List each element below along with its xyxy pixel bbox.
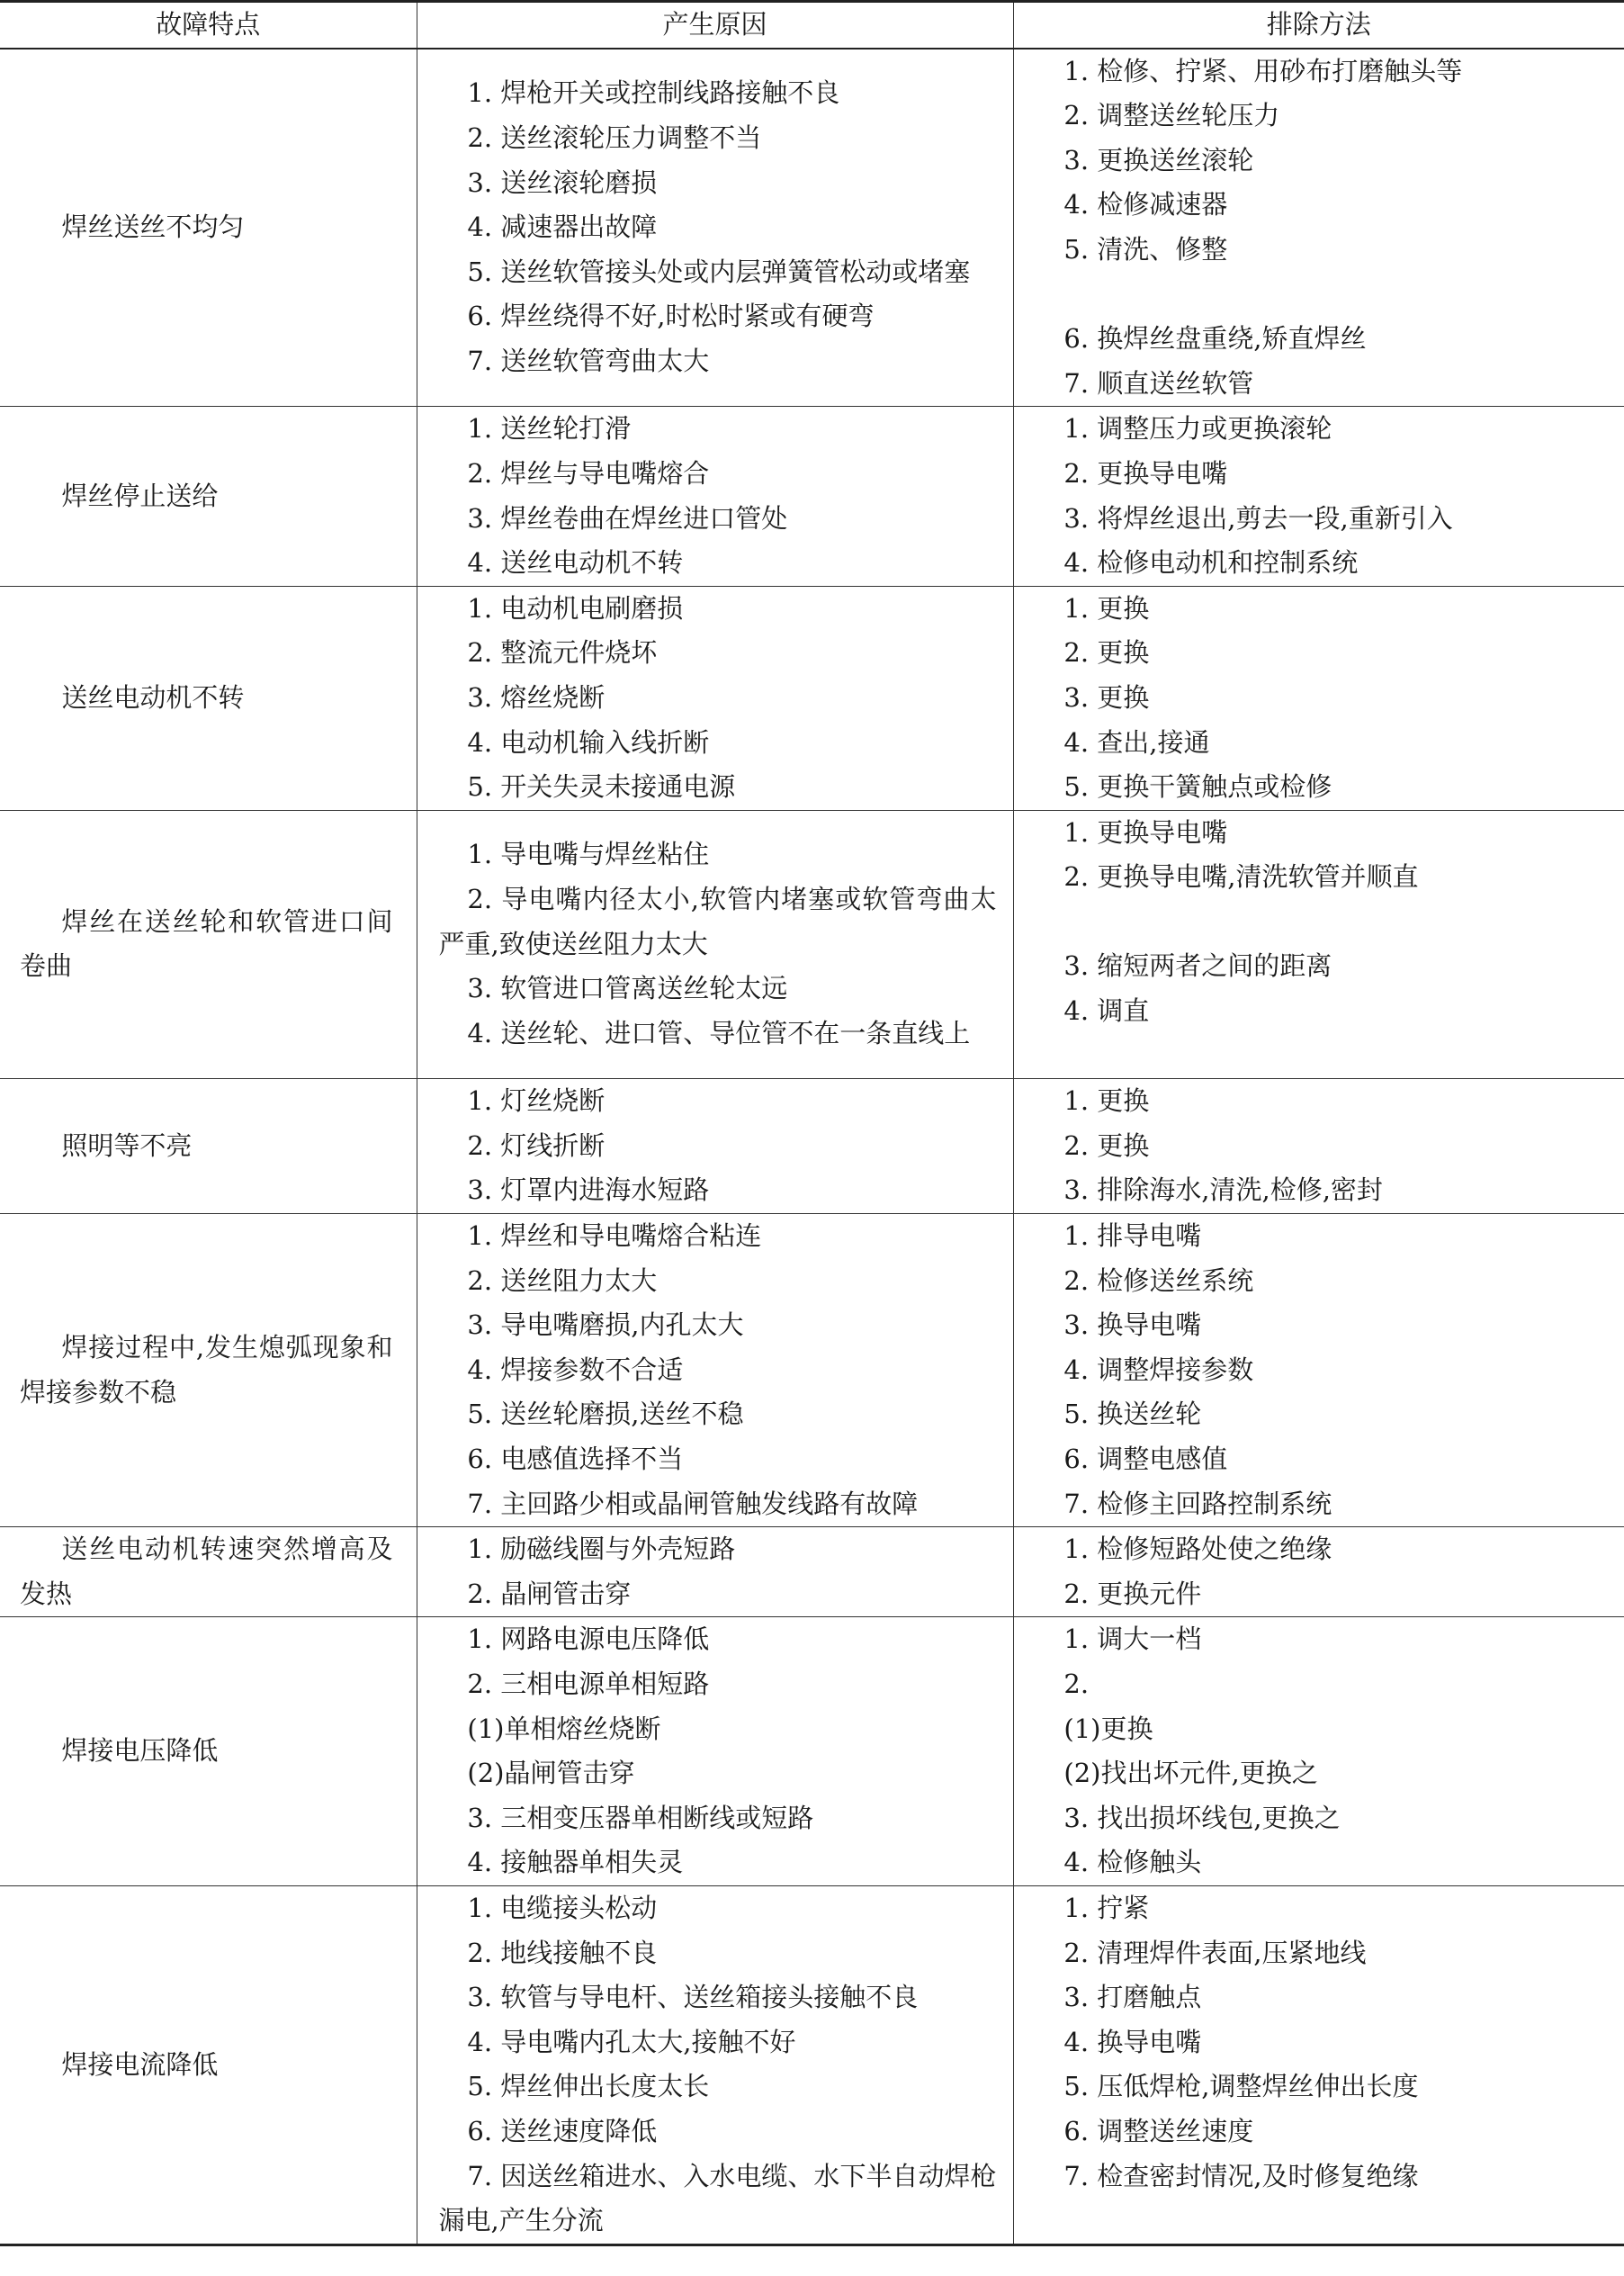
fault-feature: 焊丝送丝不均匀 [0,49,417,407]
remedy-line: 4. 检修减速器 [1063,189,1228,220]
cause-cell [417,1214,1013,1527]
remedy-line: 4. 调直 [1063,995,1150,1027]
remedy-line: 1. 调大一档 [1063,1624,1202,1655]
cause-line: (2)晶闸管击穿 [467,1758,635,1789]
cause-line: 4. 电动机输入线折断 [467,726,710,758]
cause-cell [417,49,1013,407]
remedy-line: 6. 调整电感值 [1063,1444,1228,1474]
header-remedy: 排除方法 [1013,2,1624,49]
cause-line: 2. 地线接触不良 [467,1937,658,1968]
cause-cell [417,407,1013,586]
cause-line: 4. 接触器单相失灵 [467,1847,684,1878]
remedy-line: 1. 检修、拧紧、用砂布打磨触头等 [1063,55,1463,86]
remedy-line: 2. 更换导电嘴,清洗软管并顺直 [1063,861,1419,893]
cause-line: 4. 送丝电动机不转 [467,547,684,579]
cause-cell [417,1527,1013,1617]
cause-line: 2. 三相电源单相短路 [467,1668,710,1699]
cause-line: 1. 电缆接头松动 [467,1892,658,1923]
remedy-line: 6. 调整送丝速度 [1063,2115,1254,2146]
cause-line: 4. 减速器出故障 [467,211,658,243]
cause-line: 4. 导电嘴内孔太大,接触不好 [467,2026,796,2057]
cause-line: 1. 送丝轮打滑 [467,413,632,445]
remedy-cell [1013,407,1624,586]
cause-line: 5. 开关失灵未接通电源 [467,771,736,803]
table-row [0,1527,1624,1617]
cause-line: 1. 网路电源电压降低 [467,1624,710,1655]
cause-line: 1. 电动机电刷磨损 [467,592,684,624]
remedy-cell [1013,586,1624,810]
remedy-cell [1013,1885,1624,2245]
cause-line: 2. 送丝阻力太大 [467,1264,658,1296]
remedy-line: 2. 调整送丝轮压力 [1063,100,1280,131]
remedy-line: 5. 换送丝轮 [1063,1399,1202,1430]
cause-line: 5. 送丝软管接头处或内层弹簧管松动或堵塞 [467,256,971,287]
cause-line: 2. 晶闸管击穿 [467,1578,632,1609]
cause-line: 6. 送丝速度降低 [467,2115,658,2146]
cause-line: 6. 焊丝绕得不好,时松时紧或有硬弯 [467,301,875,332]
remedy-line: 7. 检查密封情况,及时修复绝缘 [1063,2160,1419,2191]
remedy-line: 4. 检修触头 [1063,1847,1202,1878]
cause-line: 6. 电感值选择不当 [467,1444,684,1474]
remedy-line: 4. 调整焊接参数 [1063,1354,1254,1385]
cause-line: 4. 送丝轮、进口管、导位管不在一条直线上 [467,1017,971,1048]
remedy-line: 3. 换导电嘴 [1063,1309,1202,1341]
fault-feature: 照明等不亮 [0,1079,417,1214]
remedy-line: 2. 更换导电嘴 [1063,457,1228,489]
fault-feature: 焊接过程中,发生熄弧现象和焊接参数不稳 [0,1214,417,1527]
table-row [0,586,1624,810]
cause-line: 1. 导电嘴与焊丝粘住 [467,839,710,870]
fault-feature: 焊接电压降低 [0,1617,417,1886]
cause-line: 2. 送丝滚轮压力调整不当 [467,121,762,153]
cause-line: 5. 送丝轮磨损,送丝不稳 [467,1399,744,1430]
remedy-line: 4. 检修电动机和控制系统 [1063,547,1359,579]
fault-feature: 焊接电流降低 [0,1885,417,2245]
remedy-line: (2)找出坏元件,更换之 [1063,1758,1318,1789]
cause-line: 1. 灯丝烧断 [467,1085,606,1117]
remedy-line: 1. 调整压力或更换滚轮 [1063,413,1332,445]
remedy-line: 4. 查出,接通 [1063,726,1210,758]
cause-line: 1. 焊枪开关或控制线路接触不良 [467,77,840,109]
remedy-line: 1. 更换导电嘴 [1063,816,1228,848]
table-row [0,1214,1624,1527]
cause-cell [417,1079,1013,1214]
fault-feature: 送丝电动机转速突然增高及发热 [0,1527,417,1617]
remedy-line: 1. 更换 [1063,592,1150,624]
remedy-line: 3. 打磨触点 [1063,1982,1202,2013]
remedy-line: 3. 将焊丝退出,剪去一段,重新引入 [1063,502,1453,534]
remedy-line: 3. 缩短两者之间的距离 [1063,950,1332,982]
cause-line: 3. 焊丝卷曲在焊丝进口管处 [467,502,788,534]
cause-line: 3. 三相变压器单相断线或短路 [467,1802,814,1833]
remedy-line: 5. 清洗、修整 [1063,233,1228,265]
remedy-line: 2. [1063,1668,1090,1699]
remedy-cell [1013,1079,1624,1214]
remedy-cell [1013,1527,1624,1617]
cause-line: 4. 焊接参数不合适 [467,1354,684,1385]
cause-line: 7. 因送丝箱进水、入水电缆、水下半自动焊枪漏电,产生分流 [438,2160,997,2236]
cause-line: 3. 熔丝烧断 [467,681,606,713]
header-cause: 产生原因 [417,2,1013,49]
remedy-line: 2. 清理焊件表面,压紧地线 [1063,1937,1367,1968]
cause-line: 3. 软管与导电杆、送丝箱接头接触不良 [467,1982,919,2013]
remedy-line: 3. 排除海水,清洗,检修,密封 [1063,1174,1383,1206]
cause-line: (1)单相熔丝烧断 [467,1713,661,1744]
cause-line: 5. 焊丝伸出长度太长 [467,2071,710,2102]
remedy-line: 7. 顺直送丝软管 [1063,367,1254,399]
header-row [0,2,1624,49]
remedy-line: 6. 换焊丝盘重绕,矫直焊丝 [1063,323,1367,355]
cause-cell [417,1617,1013,1886]
cause-line: 2. 整流元件烧坏 [467,637,658,669]
table-row [0,1079,1624,1214]
remedy-cell [1013,1617,1624,1886]
remedy-line: 3. 更换送丝滚轮 [1063,144,1254,175]
table-row [0,49,1624,407]
cause-line: 2. 导电嘴内径太小,软管内堵塞或软管弯曲太严重,致使送丝阻力太大 [438,884,997,959]
cause-line: 7. 主回路少相或晶闸管触发线路有故障 [467,1488,919,1519]
remedy-cell [1013,49,1624,407]
fault-feature: 焊丝停止送给 [0,407,417,586]
header-fault-feature: 故障特点 [0,2,417,49]
cause-line: 1. 焊丝和导电嘴熔合粘连 [467,1220,762,1252]
table-row [0,1885,1624,2245]
cause-line: 1. 励磁线圈与外壳短路 [467,1534,736,1565]
cause-cell [417,586,1013,810]
cause-line: 2. 灯线折断 [467,1129,606,1161]
remedy-line: 5. 压低焊枪,调整焊丝伸出长度 [1063,2071,1419,2102]
table-row [0,407,1624,586]
cause-line: 3. 灯罩内进海水短路 [467,1174,710,1206]
remedy-line: 1. 检修短路处使之绝缘 [1063,1534,1332,1565]
fault-feature: 送丝电动机不转 [0,586,417,810]
remedy-line: 1. 拧紧 [1063,1892,1150,1923]
cause-line: 7. 送丝软管弯曲太大 [467,345,710,376]
cause-line: 3. 软管进口管离送丝轮太远 [467,973,788,1004]
remedy-line: 4. 换导电嘴 [1063,2026,1202,2057]
cause-cell [417,810,1013,1079]
remedy-line: 5. 更换干簧触点或检修 [1063,771,1332,803]
remedy-cell [1013,1214,1624,1527]
remedy-line: 2. 检修送丝系统 [1063,1264,1254,1296]
cause-line: 3. 导电嘴磨损,内孔太大 [467,1309,744,1341]
remedy-line: 3. 找出损坏线包,更换之 [1063,1802,1341,1833]
remedy-line: 3. 更换 [1063,681,1150,713]
remedy-line: 1. 更换 [1063,1085,1150,1117]
remedy-line: (1)更换 [1063,1713,1153,1744]
remedy-line: 2. 更换 [1063,1129,1150,1161]
remedy-line: 7. 检修主回路控制系统 [1063,1488,1332,1519]
cause-cell [417,1885,1013,2245]
cause-line: 3. 送丝滚轮磨损 [467,166,658,198]
cause-line: 2. 焊丝与导电嘴熔合 [467,457,710,489]
remedy-line: 2. 更换 [1063,637,1150,669]
remedy-line: 2. 更换元件 [1063,1578,1202,1609]
remedy-cell [1013,810,1624,1079]
remedy-line: 1. 排导电嘴 [1063,1220,1202,1252]
table-row [0,1617,1624,1886]
table-row [0,810,1624,1079]
fault-feature: 焊丝在送丝轮和软管进口间卷曲 [0,810,417,1079]
